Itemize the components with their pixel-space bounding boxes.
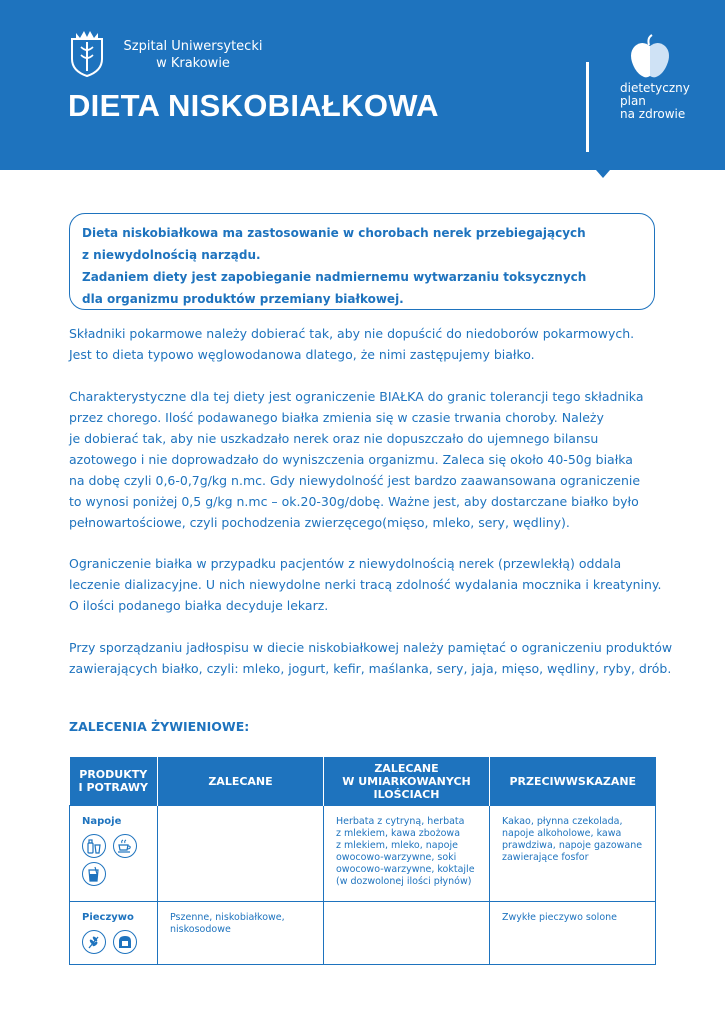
paragraph-line: je dobierać tak, aby nie uszkadzało nerek oraz nie dopuszczało do ujemnego bilansu bbox=[69, 431, 599, 446]
brand-line3: na zdrowie bbox=[620, 107, 686, 121]
header-banner bbox=[0, 0, 725, 170]
table-row bbox=[70, 806, 656, 902]
moderate-cell bbox=[324, 902, 490, 965]
cell-line: prawdziwa, napoje gazowane bbox=[502, 840, 643, 851]
cell-line: Zwykłe pieczywo solone bbox=[502, 912, 617, 923]
header-line: W UMIARKOWANYCH bbox=[342, 774, 471, 788]
paragraph-4 bbox=[69, 637, 673, 679]
col-header-moderate bbox=[324, 757, 490, 806]
category-icons bbox=[82, 834, 142, 890]
wheat-icon bbox=[82, 930, 106, 954]
paragraph-line: O ilości podanego białka decyduje lekarz. bbox=[69, 598, 329, 613]
apple-logo-icon bbox=[628, 34, 672, 80]
category-cell bbox=[70, 806, 158, 902]
intro-line: Dieta niskobiałkowa ma zastosowanie w chorobach nerek przebiegających bbox=[82, 226, 586, 240]
juice-glass-icon bbox=[82, 862, 106, 886]
cell-line: Pszenne, niskobiałkowe, bbox=[170, 912, 285, 923]
cell-line: zawierające fosfor bbox=[502, 852, 589, 863]
table-row bbox=[70, 902, 656, 965]
recommended-cell bbox=[158, 806, 324, 902]
category-icons bbox=[82, 930, 142, 958]
hospital-name bbox=[118, 38, 268, 72]
intro-text bbox=[82, 222, 642, 310]
contraindicated-cell bbox=[490, 806, 656, 902]
paragraph-line: azotowego i nie doprowadzało do wyniszczenia organizmu. Zaleca się około 40-50g białka bbox=[69, 452, 633, 467]
cell-line: Herbata z cytryną, herbata bbox=[336, 816, 465, 827]
hospital-name-line2: w Krakowie bbox=[156, 56, 230, 71]
paragraph-line: pełnowartościowe, czyli pochodzenia zwierzęcego(mięso, mleko, sery, wędliny). bbox=[69, 515, 570, 530]
category-name: Pieczywo bbox=[82, 912, 134, 923]
bread-icon bbox=[113, 930, 137, 954]
recommendations-title: ZALECENIA ŻYWIENIOWE: bbox=[69, 719, 250, 734]
contraindicated-cell bbox=[490, 902, 656, 965]
paragraph-2 bbox=[69, 386, 669, 533]
paragraph-line: Przy sporządzaniu jadłospisu w diecie niskobiałkowej należy pamiętać o ograniczeniu produktów bbox=[69, 640, 673, 655]
intro-line: Zadaniem diety jest zapobieganie nadmiernemu wytwarzaniu toksycznych bbox=[82, 270, 587, 284]
tea-cup-icon bbox=[113, 834, 137, 858]
paragraph-line: Jest to dieta typowo węglowodanowa dlatego, że nimi zastępujemy białko. bbox=[69, 347, 535, 362]
moderate-cell bbox=[324, 806, 490, 902]
intro-line: z niewydolnością narządu. bbox=[82, 248, 261, 262]
col-header-contraindicated: PRZECIWWSKAZANE bbox=[490, 757, 656, 806]
category-cell bbox=[70, 902, 158, 965]
cell-line: napoje alkoholowe, kawa bbox=[502, 828, 622, 839]
paragraph-line: na dobę czyli 0,6-0,7g/kg n.mc. Gdy niewydolność jest bardzo zaawansowana ograniczenie bbox=[69, 473, 641, 488]
paragraph-line: Składniki pokarmowe należy dobierać tak, aby nie dopuścić do niedoborów pokarmowych. bbox=[69, 326, 635, 341]
header-divider bbox=[586, 62, 589, 152]
header-line: ILOŚCIACH bbox=[373, 787, 440, 801]
hospital-name-line1: Szpital Uniwersytecki bbox=[123, 39, 263, 54]
brand-line1: dietetyczny bbox=[620, 81, 690, 95]
table-header-row bbox=[70, 757, 656, 806]
cell-line: owocowo-warzywne, soki bbox=[336, 852, 457, 863]
cell-line: (w dozwolonej ilości płynów) bbox=[336, 876, 472, 887]
intro-line: dla organizmu produktów przemiany białkowej. bbox=[82, 292, 404, 306]
page-title: DIETA NISKOBIAŁKOWA bbox=[68, 88, 439, 123]
col-header-recommended: ZALECANE bbox=[158, 757, 324, 806]
brand-tagline bbox=[620, 82, 690, 121]
hospital-crest-icon bbox=[68, 29, 106, 77]
paragraph-line: leczenie dializacyjne. U nich niewydolne nerki tracą zdolność wydalania mocznika i kreatyniny. bbox=[69, 577, 662, 592]
recommended-cell bbox=[158, 902, 324, 965]
paragraph-line: zawierających białko, czyli: mleko, jogurt, kefir, maślanka, sery, jaja, mięso, wędliny, ryby, drób. bbox=[69, 661, 672, 676]
header-line: PRODUKTY bbox=[79, 768, 148, 781]
cell-line: z mlekiem, mleko, napoje bbox=[336, 840, 458, 851]
bottle-glass-icon bbox=[82, 834, 106, 858]
cell-line: niskosodowe bbox=[170, 924, 231, 935]
cell-line: z mlekiem, kawa zbożowa bbox=[336, 828, 461, 839]
category-name: Napoje bbox=[82, 816, 122, 827]
recommendations-table bbox=[69, 757, 656, 965]
col-header-products bbox=[70, 757, 158, 806]
brand-line2: plan bbox=[620, 94, 646, 108]
header-notch bbox=[596, 170, 610, 178]
header-line: I POTRAWY bbox=[78, 781, 148, 794]
paragraph-line: Ograniczenie białka w przypadku pacjentów z niewydolnością nerek (przewlekłą) oddala bbox=[69, 556, 622, 571]
paragraph-1 bbox=[69, 323, 669, 365]
paragraph-3 bbox=[69, 553, 669, 616]
paragraph-line: Charakterystyczne dla tej diety jest ograniczenie BIAŁKA do granic tolerancji tego składnika bbox=[69, 389, 644, 404]
cell-line: Kakao, płynna czekolada, bbox=[502, 816, 623, 827]
cell-line: owocowo-warzywne, koktajle bbox=[336, 864, 475, 875]
header-line: ZALECANE bbox=[374, 761, 439, 775]
paragraph-line: przez chorego. Ilość podawanego białka zmienia się w czasie trwania choroby. Należy bbox=[69, 410, 604, 425]
paragraph-line: to wynosi poniżej 0,5 g/kg n.mc – ok.20-30g/dobę. Ważne jest, aby dostarczane białko było bbox=[69, 494, 639, 509]
